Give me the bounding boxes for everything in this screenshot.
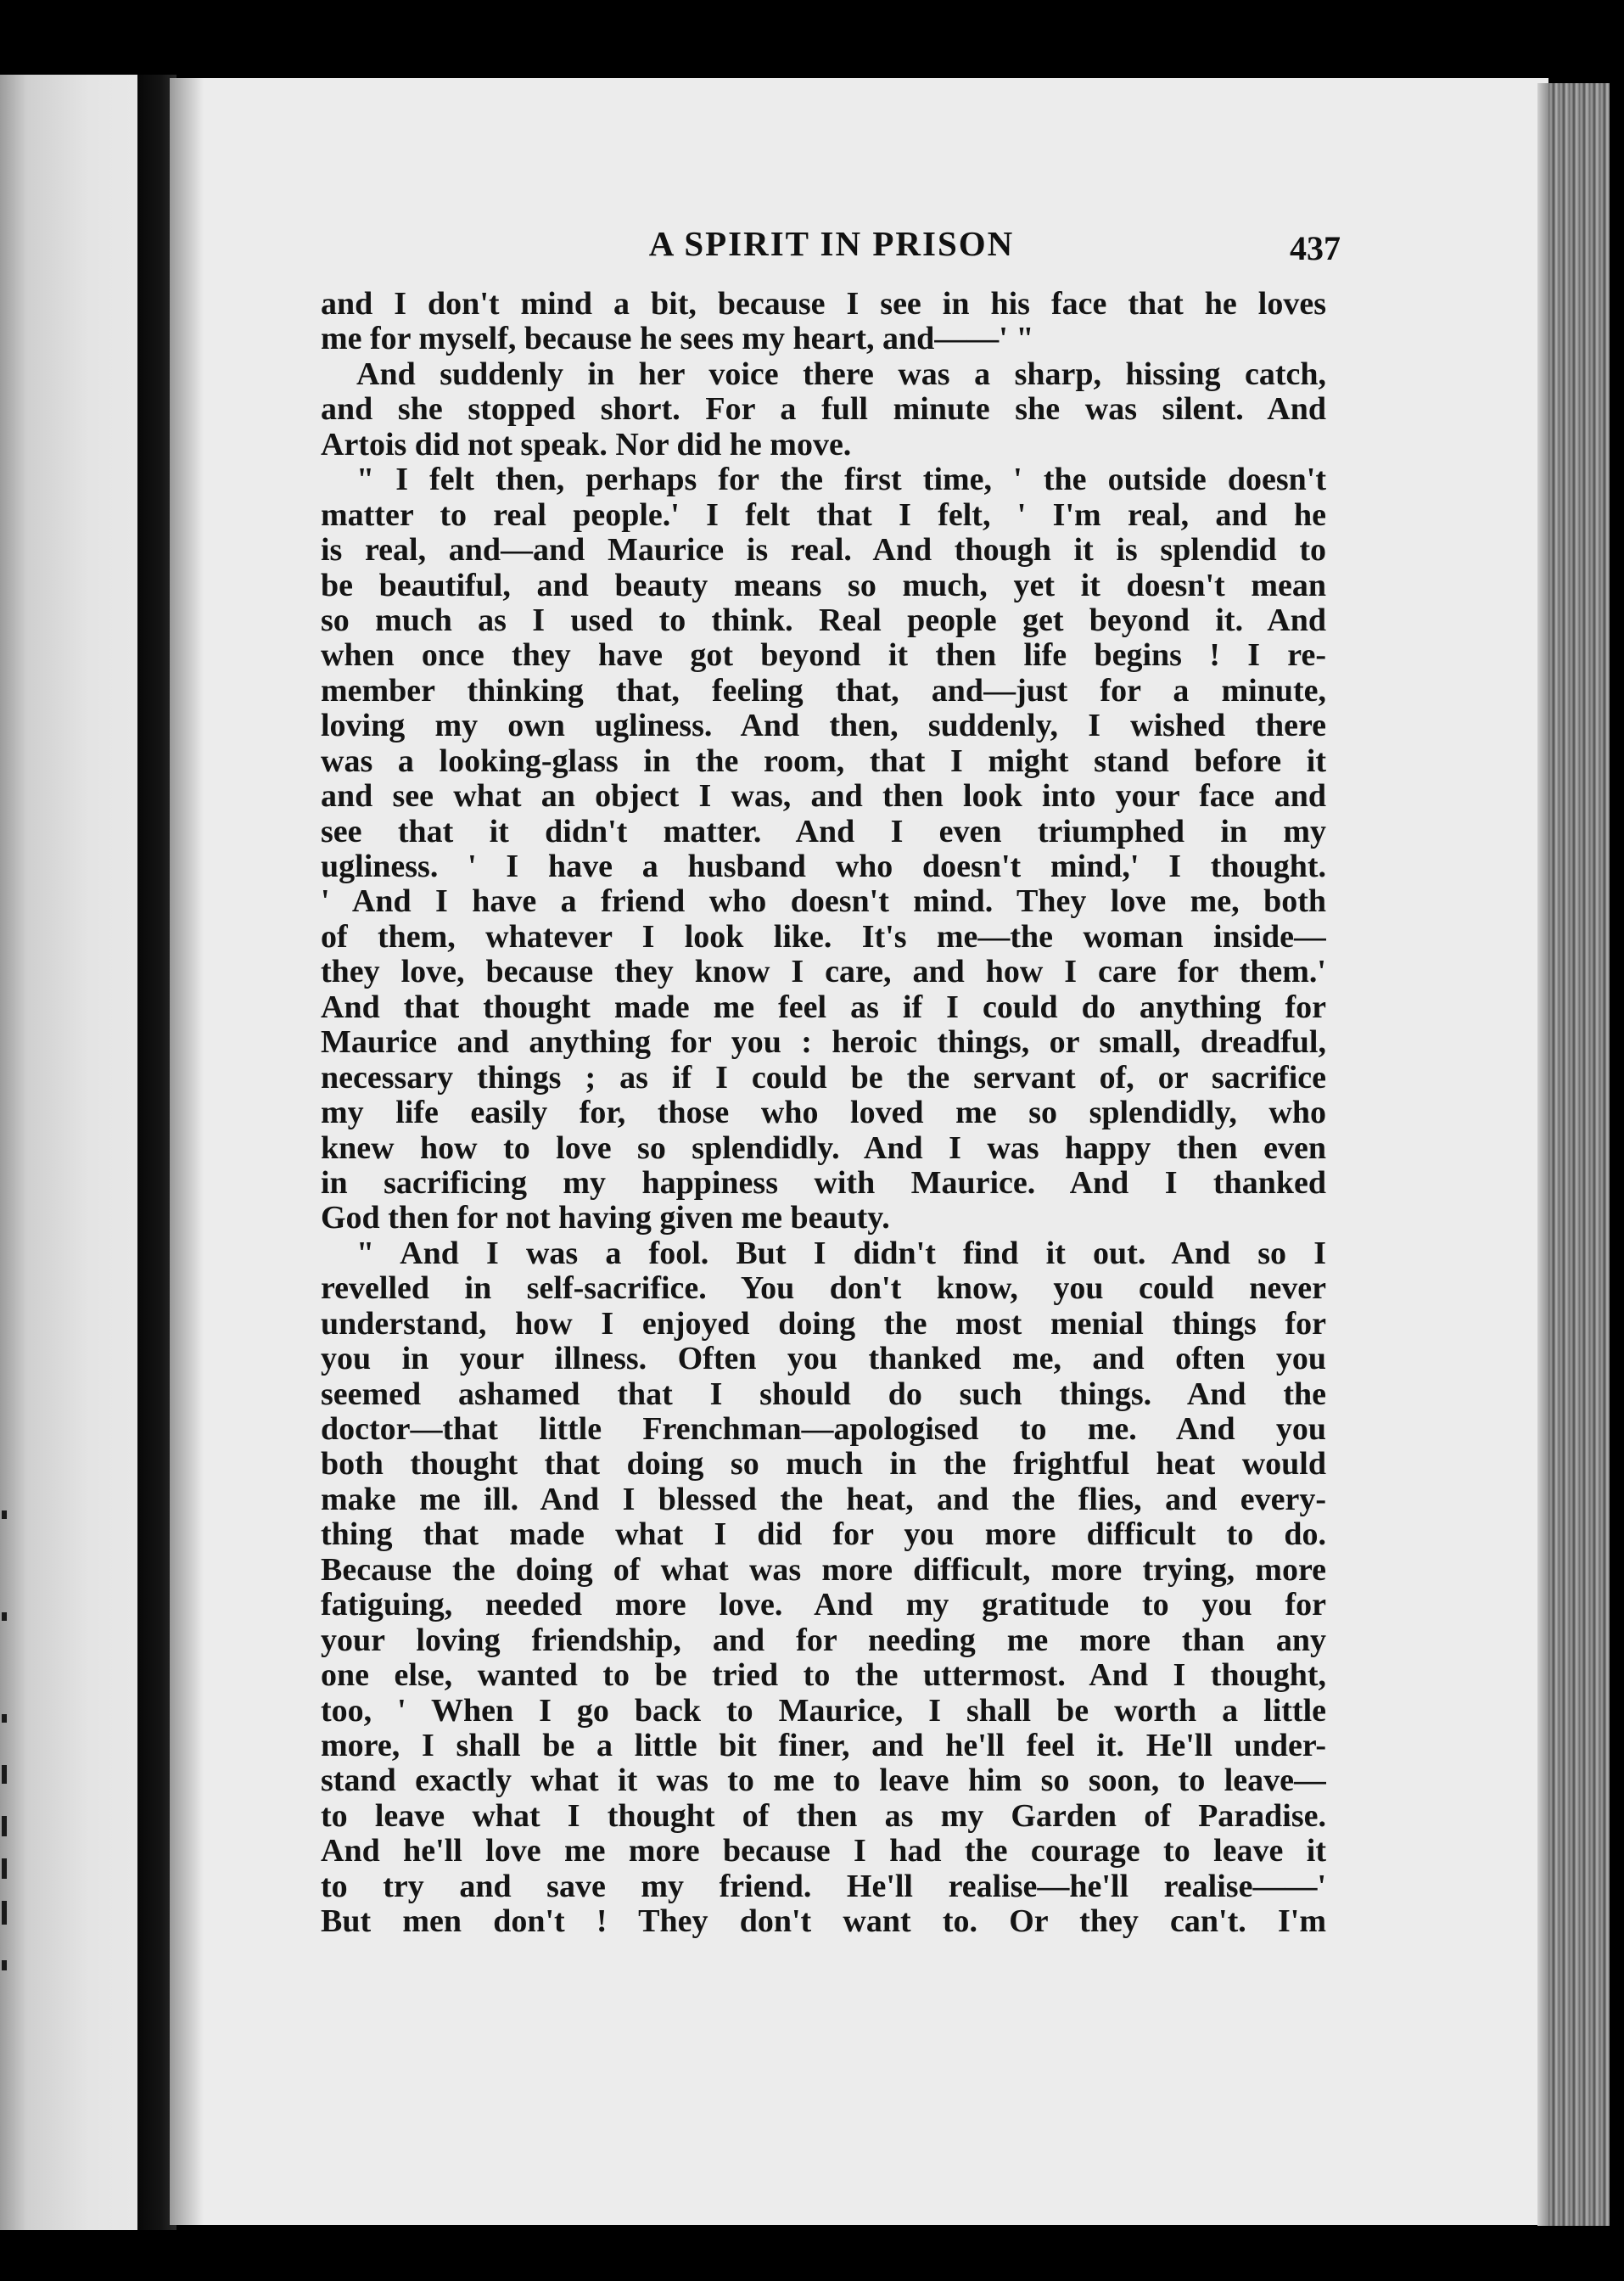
text-line: " I felt then, perhaps for the first time, ' the outside doesn't — [356, 462, 1326, 498]
text-line: see that it didn't matter. And I even triumphed in my — [321, 814, 1326, 849]
text-line: your loving friendship, and for needing me more than any — [321, 1622, 1326, 1658]
text-line: member thinking that, feeling that, and—just for a minute, — [321, 673, 1326, 709]
text-line: in sacrificing my happiness with Maurice. And I thanked — [321, 1165, 1326, 1201]
text-line: be beautiful, and beauty means so much, yet it doesn't mean — [321, 568, 1326, 603]
facing-page-edge — [0, 75, 149, 2230]
text-line: seemed ashamed that I should do such things. And the — [321, 1376, 1326, 1412]
text-line: they love, because they know I care, and how I care for them.' — [321, 955, 1326, 990]
text-line: " And I was a fool. But I didn't find it out. And so I — [356, 1236, 1326, 1271]
text-line: loving my own ugliness. And then, suddenly, I wished there — [321, 709, 1326, 744]
text-line: revelled in self-sacrifice. You don't know, you could never — [321, 1271, 1326, 1307]
text-line: more, I shall be a little bit finer, and he'll feel it. He'll under- — [321, 1728, 1326, 1763]
text-line: Because the doing of what was more difficult, more trying, more — [321, 1552, 1326, 1588]
running-title: A SPIRIT IN PRISON — [648, 224, 1015, 263]
text-line: me for myself, because he sees my heart, and——' " — [321, 322, 1034, 357]
text-line: you in your illness. Often you thanked me, and often you — [321, 1342, 1326, 1377]
text-line: too, ' When I go back to Maurice, I shall be worth a little — [321, 1693, 1326, 1729]
text-line: ' And I have a friend who doesn't mind. They love me, both — [321, 884, 1326, 920]
text-line: And he'll love me more because I had the courage to leave it — [321, 1834, 1326, 1869]
text-line: was a looking-glass in the room, that I might stand before it — [321, 743, 1326, 779]
text-line: understand, how I enjoyed doing the most menial things for — [321, 1306, 1326, 1342]
text-line: God then for not having given me beauty. — [321, 1201, 890, 1236]
text-line: fatiguing, needed more love. And my gratitude to you for — [321, 1588, 1326, 1623]
text-line: to try and save my friend. He'll realise—he'll realise——' — [321, 1869, 1326, 1904]
text-line: when once they have got beyond it then life begins ! I re- — [321, 638, 1326, 674]
text-line: my life easily for, those who loved me so splendidly, who — [321, 1096, 1326, 1131]
text-line: necessary things ; as if I could be the servant of, or sacrifice — [321, 1060, 1326, 1096]
text-line: and see what an object I was, and then look into your face and — [321, 779, 1326, 815]
text-line: And suddenly in her voice there was a sharp, hissing catch, — [356, 356, 1326, 392]
text-line: stand exactly what it was to me to leave him so soon, to leave— — [321, 1763, 1326, 1799]
page-shadow — [170, 78, 204, 2225]
text-line: And that thought made me feel as if I could do anything for — [321, 989, 1326, 1025]
text-line: and I don't mind a bit, because I see in his face that he loves — [321, 287, 1326, 322]
text-line: But men don't ! They don't want to. Or they can't. I'm — [321, 1904, 1326, 1940]
page-number: 437 — [1290, 229, 1341, 267]
facing-page-text-fragments — [0, 1510, 14, 1986]
text-line: matter to real people.' I felt that I felt, ' I'm real, and he — [321, 497, 1326, 533]
text-line: thing that made what I did for you more difficult to do. — [321, 1517, 1326, 1553]
text-line: Artois did not speak. Nor did he move. — [321, 427, 852, 462]
text-line: ugliness. ' I have a husband who doesn't mind,' I thought. — [321, 849, 1326, 884]
text-line: of them, whatever I look like. It's me—the woman inside— — [321, 919, 1326, 955]
text-line: make me ill. And I blessed the heat, and the flies, and every- — [321, 1482, 1326, 1517]
text-line: is real, and—and Maurice is real. And though it is splendid to — [321, 533, 1326, 569]
page-stack-edge — [1548, 83, 1610, 2226]
text-line: Maurice and anything for you : heroic things, or small, dreadful, — [321, 1025, 1326, 1061]
page-edge-shade — [1537, 83, 1549, 2226]
body-text — [321, 287, 1326, 1940]
text-line: to leave what I thought of then as my Garden of Paradise. — [321, 1798, 1326, 1834]
text-line: doctor—that little Frenchman—apologised to me. And you — [321, 1412, 1326, 1447]
text-line: knew how to love so splendidly. And I was happy then even — [321, 1130, 1326, 1166]
text-line: one else, wanted to be tried to the uttermost. And I thought, — [321, 1658, 1326, 1694]
text-line: both thought that doing so much in the frightful heat would — [321, 1447, 1326, 1482]
text-line: and she stopped short. For a full minute she was silent. And — [321, 392, 1326, 428]
text-line: so much as I used to think. Real people get beyond it. And — [321, 602, 1326, 638]
